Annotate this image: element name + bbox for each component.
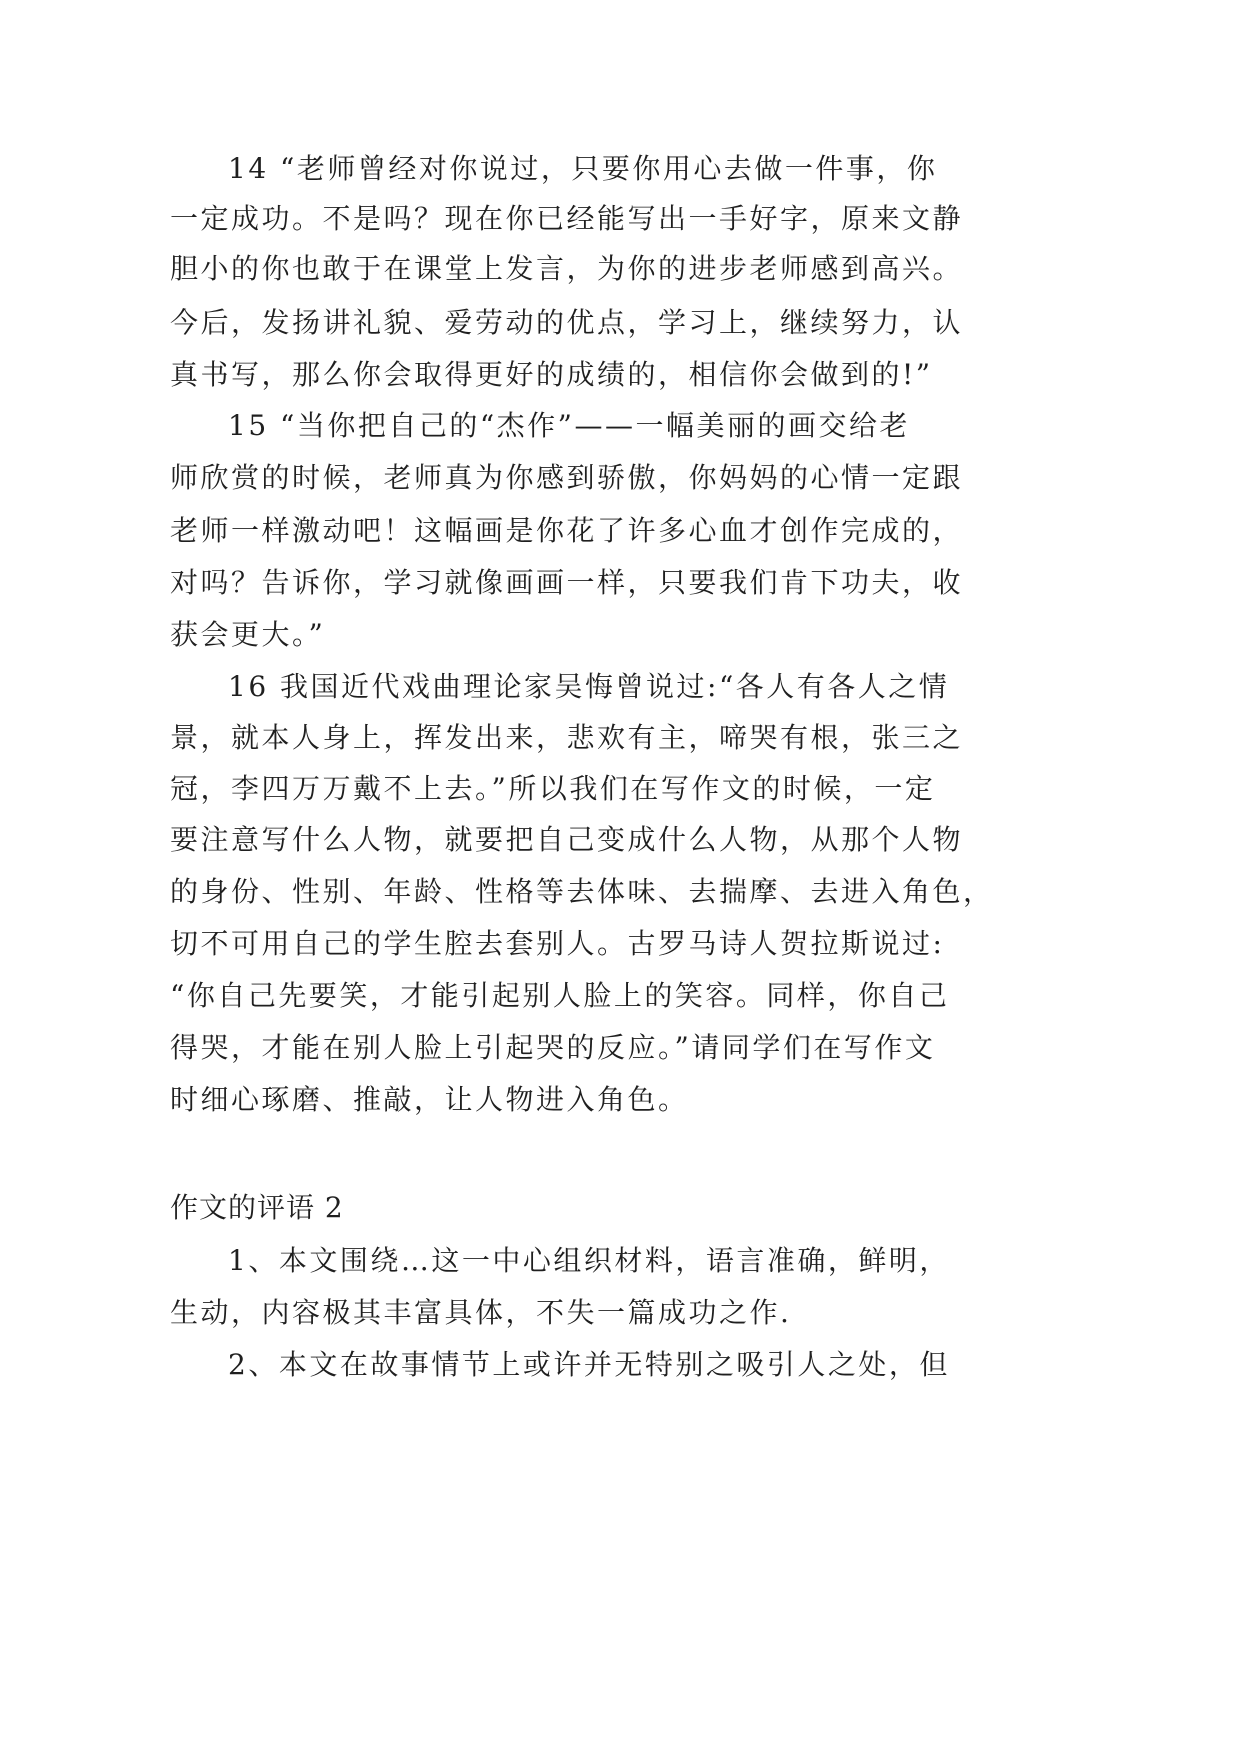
text-line: 对吗？告诉你，学习就像画画一样，只要我们肯下功夫，收 bbox=[170, 566, 964, 599]
text-line: 的身份、性别、年龄、性格等去体味、去揣摩、去进入角色， bbox=[170, 875, 994, 908]
text-line: 胆小的你也敢于在课堂上发言，为你的进步老师感到高兴。 bbox=[170, 252, 964, 285]
text-line: 一定成功。不是吗？现在你已经能写出一手好字，原来文静 bbox=[170, 202, 964, 235]
text-line: “你自己先要笑，才能引起别人脸上的笑容。同样，你自己 bbox=[170, 979, 950, 1012]
text-line: 时细心琢磨、推敲，让人物进入角色。 bbox=[170, 1083, 689, 1116]
text-line: 1、本文围绕…这一中心组织材料，语言准确，鲜明， bbox=[228, 1244, 950, 1277]
text-line: 14 “老师曾经对你说过，只要你用心去做一件事，你 bbox=[228, 152, 938, 185]
text-line: 景，就本人身上，挥发出来，悲欢有主，啼哭有根，张三之 bbox=[170, 721, 964, 754]
text-line: 真书写，那么你会取得更好的成绩的，相信你会做到的!” bbox=[170, 358, 933, 391]
text-line: 15 “当你把自己的“杰作”——一幅美丽的画交给老 bbox=[228, 409, 910, 442]
text-line: 生动，内容极其丰富具体，不失一篇成功之作. bbox=[170, 1296, 792, 1329]
text-line: 2、本文在故事情节上或许并无特别之吸引人之处，但 bbox=[228, 1348, 950, 1381]
text-line: 冠，李四万万戴不上去。”所以我们在写作文的时候，一定 bbox=[170, 772, 936, 805]
text-line: 要注意写什么人物，就要把自己变成什么人物，从那个人物 bbox=[170, 823, 964, 856]
text-line: 得哭，才能在别人脸上引起哭的反应。”请同学们在写作文 bbox=[170, 1031, 936, 1064]
text-line: 16 我国近代戏曲理论家吴悔曾说过:“各人有各人之情 bbox=[228, 670, 950, 703]
text-line: 今后，发扬讲礼貌、爱劳动的优点，学习上，继续努力，认 bbox=[170, 306, 964, 339]
text-line: 师欣赏的时候，老师真为你感到骄傲，你妈妈的心情一定跟 bbox=[170, 461, 964, 494]
text-line: 老师一样激动吧！这幅画是你花了许多心血才创作完成的， bbox=[170, 514, 964, 547]
text-line: 切不可用自己的学生腔去套别人。古罗马诗人贺拉斯说过: bbox=[170, 927, 945, 960]
section-heading: 作文的评语 2 bbox=[170, 1191, 344, 1224]
text-line: 获会更大。” bbox=[170, 618, 326, 651]
